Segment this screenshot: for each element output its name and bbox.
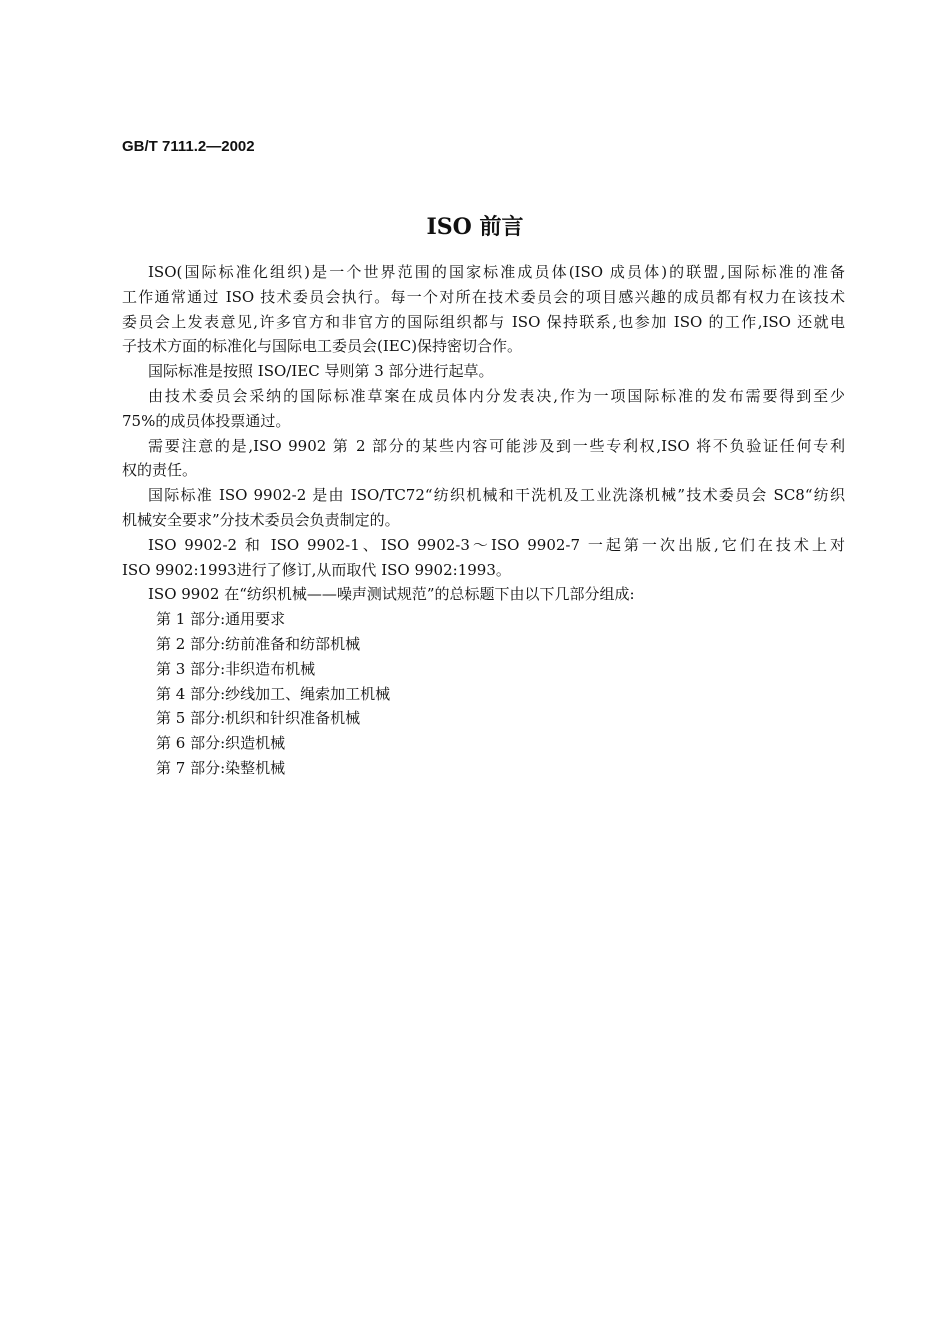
paragraph-line: 需要注意的是,ISO 9902 第 2 部分的某些内容可能涉及到一些专利权,ISO 将不负验证任何专利 (148, 436, 845, 455)
parts-list (122, 607, 845, 781)
part-list-item: 第 5 部分:机织和针织准备机械 (156, 709, 361, 728)
document-body (122, 260, 845, 781)
part-list-item: 第 6 部分:织造机械 (156, 734, 286, 753)
paragraph-line: ISO 9902 在“纺织机械——噪声测试规范”的总标题下由以下几部分组成: (148, 585, 635, 604)
paragraph-line: 委员会上发表意见,许多官方和非官方的国际组织都与 ISO 保持联系,也参加 ISO 的工作,ISO 还就电 (122, 312, 845, 331)
paragraph-line: 工作通常通过 ISO 技术委员会执行。每一个对所在技术委员会的项目感兴趣的成员都有权力在该技术 (122, 287, 845, 306)
standard-number: GB/T 7111.2—2002 (122, 138, 255, 155)
paragraph-line: 机械安全要求”分技术委员会负责制定的。 (122, 510, 400, 529)
paragraph-line: 子技术方面的标准化与国际电工委员会(IEC)保持密切合作。 (122, 337, 523, 356)
part-list-item: 第 3 部分:非织造布机械 (156, 659, 316, 678)
part-list-item: 第 7 部分:染整机械 (156, 758, 286, 777)
paragraph-line: 权的责任。 (122, 461, 198, 480)
paragraph-line: 75%的成员体投票通过。 (122, 411, 291, 430)
paragraph-line: 国际标准 ISO 9902-2 是由 ISO/TC72“纺织机械和干洗机及工业洗涤机械”技术委员会 SC8“纺织 (148, 486, 845, 505)
paragraphs (122, 260, 845, 607)
paragraph-line: ISO(国际标准化组织)是一个世界范围的国家标准成员体(ISO 成员体)的联盟,国际标准的准备 (148, 263, 845, 281)
page-title: ISO 前言 (426, 214, 524, 240)
paragraph-line: 由技术委员会采纳的国际标准草案在成员体内分发表决,作为一项国际标准的发布需要得到至少 (148, 386, 845, 405)
part-list-item: 第 1 部分:通用要求 (156, 610, 286, 629)
part-list-item: 第 2 部分:纺前准备和纺部机械 (156, 634, 361, 653)
paragraph-line: 国际标准是按照 ISO/IEC 导则第 3 部分进行起草。 (148, 362, 494, 381)
paragraph-line: ISO 9902:1993进行了修订,从而取代 ISO 9902:1993。 (122, 560, 511, 579)
part-list-item: 第 4 部分:纱线加工、绳索加工机械 (156, 684, 391, 703)
paragraph-line: ISO 9902-2 和 ISO 9902-1、ISO 9902-3～ISO 9902-7 一起第一次出版,它们在技术上对 (148, 535, 845, 554)
